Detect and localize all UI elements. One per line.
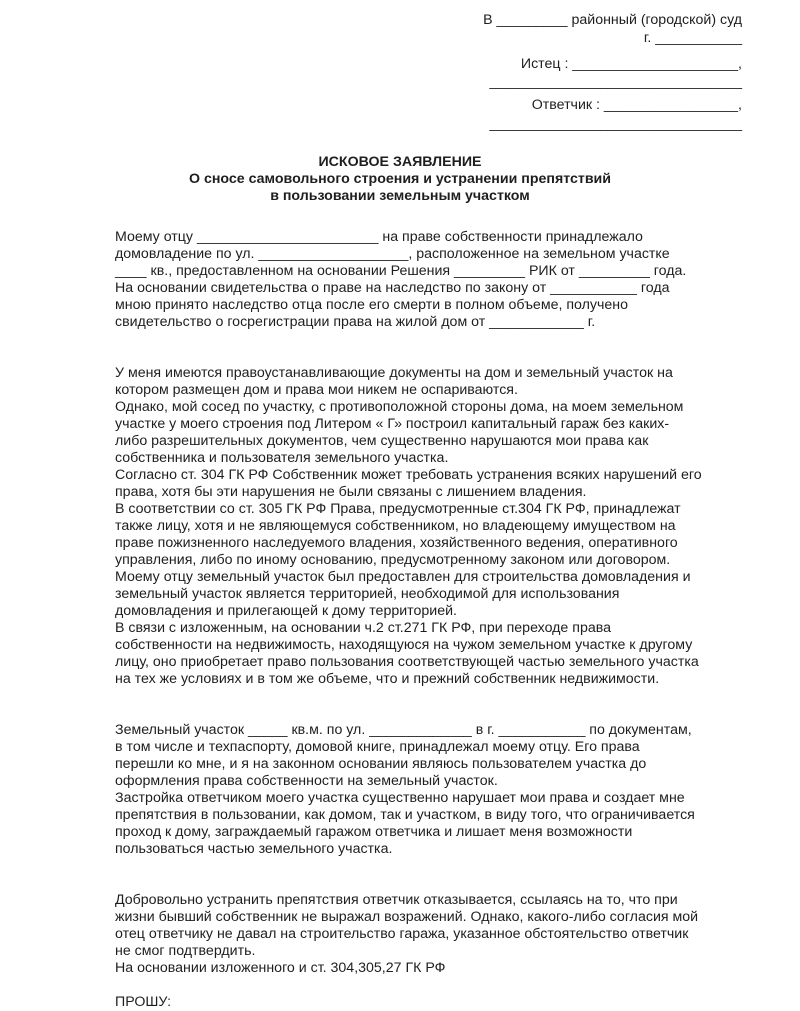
body-line: свидетельство о госрегистрации права на жилой дом от ____________ г.	[115, 314, 596, 330]
body-line: права, хотя бы эти нарушения не были связаны с лишением владения.	[115, 484, 587, 500]
paragraph-gap	[115, 688, 745, 705]
body-line: Моему отцу земельный участок был предоставлен для строительства домовладения и	[115, 569, 691, 585]
paragraph-gap	[115, 875, 745, 892]
body-line: Согласно ст. 304 ГК РФ Собственник может требовать устранения всяких нарушений его	[115, 467, 702, 483]
body-line: домовладение по ул. ___________________, расположенное на земельном участке	[115, 246, 670, 262]
body-line: участке у моего строения под Литером « Г» построил капитальный гараж без каких-	[115, 416, 670, 432]
body-line: не смог подтвердить.	[115, 943, 256, 959]
body-line: оформления права собственности на земельный участок.	[115, 773, 498, 789]
body-line: На основании изложенного и ст. 304,305,27 ГК РФ	[115, 960, 446, 976]
body-line: жизни бывший собственник не выражал возражений. Однако, какого-либо согласия мой	[115, 909, 699, 925]
paragraph-gap	[115, 858, 745, 875]
body-line: Застройка ответчиком моего участка существенно нарушает мои права и создает мне	[115, 790, 685, 806]
body-line: на тех же условиях и в том же объеме, что и прежний собственник недвижимости.	[115, 671, 660, 687]
defendant-line: Ответчик : _________________,	[531, 97, 742, 113]
body-line: земельный участок является территорией, необходимой для использования	[115, 586, 620, 602]
plaintiff-continuation: ________________________________	[489, 74, 742, 90]
body-line: На основании свидетельства о праве на наследство по закону от ___________ года	[115, 280, 670, 296]
body-line: Моему отцу _______________________ на праве собственности принадлежало	[115, 229, 643, 245]
body-line: Земельный участок _____ кв.м. по ул. _____________ в г. ___________ по документам,	[115, 722, 692, 738]
body-line: либо разрешительных документов, чем существенно нарушаются мои права как	[115, 433, 649, 449]
paragraph-gap	[115, 348, 745, 365]
body-line: Однако, мой сосед по участку, с противоположной стороны дома, на моем земельном	[115, 399, 684, 415]
city-line: г. ___________	[643, 30, 742, 46]
body-line: домовладения и прилегающей к дому территорией.	[115, 603, 457, 619]
request-heading: ПРОШУ:	[115, 994, 172, 1010]
body-line: У меня имеются правоустанавливающие документы на дом и земельный участок на	[115, 365, 673, 381]
body-line: праве пожизненного наследуемого владения, хозяйственного ведения, оперативного	[115, 535, 678, 551]
body-line: котором размещен дом и права мои никем не оспариваются.	[115, 382, 518, 398]
body-line: перешли ко мне, и я на законном основании являюсь пользователем участка до	[115, 756, 647, 772]
body-line: собственности на недвижимость, находящуюся на чужом земельном участке к другому	[115, 637, 693, 653]
body-line: Добровольно устранить препятствия ответчик отказывается, ссылаясь на то, что при	[115, 892, 678, 908]
court-line: В _________ районный (городской) суд	[483, 12, 742, 28]
body-line: мною принято наследство отца после его смерти в полном объеме, получено	[115, 297, 628, 313]
body-line: В связи с изложенным, на основании ч.2 ст.271 ГК РФ, при переходе права	[115, 620, 611, 636]
body-line: отец ответчику не давал на строительство гаража, указанное обстоятельство ответчик	[115, 926, 689, 942]
claim-body	[115, 229, 745, 1011]
document-subtitle-2: в пользовании земельным участком	[270, 188, 530, 204]
plaintiff-line: Истец : _____________________,	[520, 56, 742, 72]
body-line: пользоваться частью земельного участка.	[115, 841, 393, 857]
paragraph-gap	[115, 331, 745, 348]
defendant-continuation: ________________________________	[489, 116, 742, 132]
body-line: ____ кв., предоставленном на основании Решения _________ РИК от _________ года.	[115, 263, 687, 279]
body-line: в том числе и техпаспорту, домовой книге, принадлежал моему отцу. Его права	[115, 739, 640, 755]
body-line: проход к дому, заграждаемый гаражом ответчика и лишает меня возможности	[115, 824, 633, 840]
body-line: препятствия в пользовании, как домом, так и участком, в виду того, что ограничивается	[115, 807, 695, 823]
body-line: собственника и пользователя земельного участка.	[115, 450, 449, 466]
document-subtitle-1: О сносе самовольного строения и устранении препятствий	[188, 171, 612, 187]
body-line: лицу, оно приобретает право пользования соответствующей частью земельного участка	[115, 654, 699, 670]
body-line: В соответствии со ст. 305 ГК РФ Права, предусмотренные ст.304 ГК РФ, принадлежат	[115, 501, 681, 517]
body-line: также лицу, хотя и не являющемуся собственником, но владеющему имуществом на	[115, 518, 676, 534]
paragraph-gap	[115, 977, 745, 994]
paragraph-gap	[115, 705, 745, 722]
document-title: ИСКОВОЕ ЗАЯВЛЕНИЕ	[318, 154, 482, 170]
body-line: управления, либо по иному основанию, предусмотренному законом или договором.	[115, 552, 671, 568]
